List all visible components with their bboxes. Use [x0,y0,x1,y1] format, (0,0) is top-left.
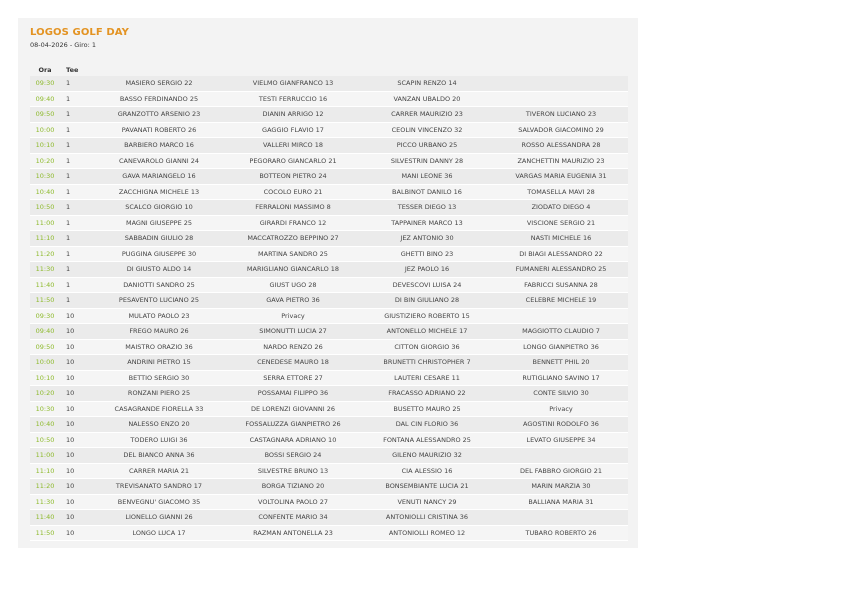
player-1-cell: LIONELLO GIANNI 26 [92,510,226,526]
tee-cell: 10 [60,417,92,433]
player-4-cell: VISCIONE SERGIO 21 [494,215,628,231]
table-row [30,417,628,433]
player-1-cell: GAVA MARIANGELO 16 [92,169,226,185]
player-2-cell: POSSAMAI FILIPPO 36 [226,386,360,402]
player-1-cell: MULATO PAOLO 23 [92,308,226,324]
player-3-cell: CEOLIN VINCENZO 32 [360,122,494,138]
player-1-cell: BENVEGNU' GIACOMO 35 [92,494,226,510]
player-3-cell: VENUTI NANCY 29 [360,494,494,510]
time-cell: 11:40 [30,510,60,526]
player-4-cell: BENNETT PHIL 20 [494,355,628,371]
tee-cell: 1 [60,107,92,123]
player-1-cell: LONGO LUCA 17 [92,525,226,541]
time-cell: 10:40 [30,184,60,200]
player-3-cell: SCAPIN RENZO 14 [360,76,494,91]
player-3-cell: TAPPAINER MARCO 13 [360,215,494,231]
column-header-player-2 [226,64,360,76]
tee-cell: 10 [60,463,92,479]
player-4-cell: NASTI MICHELE 16 [494,231,628,247]
tee-cell: 10 [60,432,92,448]
player-4-cell: TUBARO ROBERTO 26 [494,525,628,541]
table-row [30,324,628,340]
table-row [30,246,628,262]
player-3-cell: PICCO URBANO 25 [360,138,494,154]
player-1-cell: CANEVAROLO GIANNI 24 [92,153,226,169]
tee-cell: 10 [60,308,92,324]
time-cell: 11:20 [30,479,60,495]
tee-cell: 1 [60,293,92,309]
table-row [30,231,628,247]
time-cell: 09:30 [30,76,60,91]
player-2-cell: CONFENTE MARIO 34 [226,510,360,526]
tee-cell: 10 [60,339,92,355]
time-cell: 10:50 [30,200,60,216]
player-3-cell: GILENO MAURIZIO 32 [360,448,494,464]
player-2-cell: FOSSALUZZA GIANPIETRO 26 [226,417,360,433]
tee-cell: 10 [60,525,92,541]
player-3-cell: ANTONIOLLI CRISTINA 36 [360,510,494,526]
player-2-cell: VIELMO GIANFRANCO 13 [226,76,360,91]
player-1-cell: BETTIO SERGIO 30 [92,370,226,386]
page-title: LOGOS GOLF DAY [30,27,130,38]
player-1-cell: SCALCO GIORGIO 10 [92,200,226,216]
tee-times-table [30,64,628,541]
tee-cell: 1 [60,277,92,293]
tee-cell: 1 [60,153,92,169]
tee-cell: 10 [60,324,92,340]
table-row [30,308,628,324]
time-cell: 09:50 [30,339,60,355]
tee-cell: 10 [60,510,92,526]
time-cell: 10:30 [30,169,60,185]
table-row [30,293,628,309]
time-cell: 11:10 [30,231,60,247]
player-2-cell: PEGORARO GIANCARLO 21 [226,153,360,169]
player-3-cell: DI BIN GIULIANO 28 [360,293,494,309]
player-2-cell: GIUST UGO 28 [226,277,360,293]
player-2-cell: TESTI FERRUCCIO 16 [226,91,360,107]
player-3-cell: TESSER DIEGO 13 [360,200,494,216]
player-3-cell: CITTON GIORGIO 36 [360,339,494,355]
player-2-cell: GIRARDI FRANCO 12 [226,215,360,231]
player-1-cell: CASAGRANDE FIORELLA 33 [92,401,226,417]
player-1-cell: TREVISANATO SANDRO 17 [92,479,226,495]
column-header-player-1 [92,64,226,76]
player-4-cell: DEL FABBRO GIORGIO 21 [494,463,628,479]
player-3-cell: CARRER MAURIZIO 23 [360,107,494,123]
player-2-cell: SILVESTRE BRUNO 13 [226,463,360,479]
tee-cell: 10 [60,386,92,402]
player-2-cell: MACCATROZZO BEPPINO 27 [226,231,360,247]
player-4-cell [494,76,628,91]
tee-cell: 1 [60,200,92,216]
table-row [30,432,628,448]
table-row [30,76,628,91]
tee-cell: 1 [60,138,92,154]
player-3-cell: BRUNETTI CHRISTOPHER 7 [360,355,494,371]
time-cell: 11:30 [30,262,60,278]
player-2-cell: MARIGLIANO GIANCARLO 18 [226,262,360,278]
player-3-cell: VANZAN UBALDO 20 [360,91,494,107]
tee-cell: 1 [60,91,92,107]
player-4-cell: TIVERON LUCIANO 23 [494,107,628,123]
table-row [30,370,628,386]
player-4-cell: ROSSO ALESSANDRA 28 [494,138,628,154]
player-1-cell: SABBADIN GIULIO 28 [92,231,226,247]
table-row [30,169,628,185]
player-3-cell: ANTONIOLLI ROMEO 12 [360,525,494,541]
table-row [30,122,628,138]
player-2-cell: Privacy [226,308,360,324]
player-1-cell: PESAVENTO LUCIANO 25 [92,293,226,309]
time-cell: 11:00 [30,448,60,464]
table-row [30,448,628,464]
player-2-cell: FERRALONI MASSIMO 8 [226,200,360,216]
player-4-cell: ZIODATO DIEGO 4 [494,200,628,216]
player-2-cell: SERRA ETTORE 27 [226,370,360,386]
player-1-cell: BARBIERO MARCO 16 [92,138,226,154]
table-row [30,510,628,526]
player-2-cell: DIANIN ARRIGO 12 [226,107,360,123]
table-row [30,215,628,231]
time-cell: 11:40 [30,277,60,293]
table-row [30,138,628,154]
time-cell: 10:10 [30,138,60,154]
tee-cell: 10 [60,448,92,464]
player-3-cell: ANTONELLO MICHELE 17 [360,324,494,340]
player-2-cell: DE LORENZI GIOVANNI 26 [226,401,360,417]
player-4-cell: VARGAS MARIA EUGENIA 31 [494,169,628,185]
player-4-cell: AGOSTINI RODOLFO 36 [494,417,628,433]
time-cell: 10:00 [30,122,60,138]
table-row [30,153,628,169]
tee-cell: 1 [60,215,92,231]
player-1-cell: RONZANI PIERO 25 [92,386,226,402]
tee-cell: 1 [60,76,92,91]
tee-cell: 10 [60,401,92,417]
player-1-cell: DEL BIANCO ANNA 36 [92,448,226,464]
player-3-cell: MANI LEONE 36 [360,169,494,185]
player-2-cell: BOSSI SERGIO 24 [226,448,360,464]
tee-cell: 1 [60,231,92,247]
player-3-cell: BONSEMBIANTE LUCIA 21 [360,479,494,495]
time-cell: 11:00 [30,215,60,231]
table-row [30,463,628,479]
player-4-cell: LONGO GIANPIETRO 36 [494,339,628,355]
player-3-cell: BALBINOT DANILO 16 [360,184,494,200]
time-cell: 09:50 [30,107,60,123]
table-row [30,401,628,417]
player-2-cell: GAVA PIETRO 36 [226,293,360,309]
player-3-cell: GIUSTIZIERO ROBERTO 15 [360,308,494,324]
table-row [30,525,628,541]
player-2-cell: GAGGIO FLAVIO 17 [226,122,360,138]
player-1-cell: NALESSO ENZO 20 [92,417,226,433]
player-4-cell: CONTE SILVIO 30 [494,386,628,402]
player-4-cell [494,510,628,526]
player-2-cell: BOTTEON PIETRO 24 [226,169,360,185]
player-3-cell: GHETTI BINO 23 [360,246,494,262]
time-cell: 10:20 [30,386,60,402]
table-body [30,76,628,541]
player-4-cell: Privacy [494,401,628,417]
column-header-tee: Tee [66,66,79,74]
time-cell: 11:50 [30,293,60,309]
player-1-cell: PAVANATI ROBERTO 26 [92,122,226,138]
page-subtitle: 08-04-2026 - Giro: 1 [30,41,96,49]
time-cell: 09:40 [30,91,60,107]
column-header-ora: Ora [38,66,52,74]
player-4-cell [494,308,628,324]
player-1-cell: BASSO FERDINANDO 25 [92,91,226,107]
player-4-cell: TOMASELLA MAVI 28 [494,184,628,200]
player-3-cell: BUSETTO MAURO 25 [360,401,494,417]
time-cell: 10:10 [30,370,60,386]
player-2-cell: MARTINA SANDRO 25 [226,246,360,262]
player-2-cell: BORGA TIZIANO 20 [226,479,360,495]
player-2-cell: RAZMAN ANTONELLA 23 [226,525,360,541]
player-4-cell: CELEBRE MICHELE 19 [494,293,628,309]
time-cell: 10:20 [30,153,60,169]
tee-cell: 1 [60,122,92,138]
table-header-row [30,64,628,76]
player-4-cell [494,91,628,107]
player-3-cell: DEVESCOVI LUISA 24 [360,277,494,293]
player-4-cell [494,448,628,464]
player-1-cell: ANDRINI PIETRO 15 [92,355,226,371]
player-4-cell: ZANCHETTIN MAURIZIO 23 [494,153,628,169]
player-2-cell: CENEDESE MAURO 18 [226,355,360,371]
time-cell: 10:50 [30,432,60,448]
time-cell: 11:10 [30,463,60,479]
player-3-cell: LAUTERI CESARE 11 [360,370,494,386]
time-cell: 10:30 [30,401,60,417]
tee-cell: 10 [60,479,92,495]
table-row [30,355,628,371]
player-3-cell: JEZ PAOLO 16 [360,262,494,278]
player-4-cell: LEVATO GIUSEPPE 34 [494,432,628,448]
time-cell: 11:30 [30,494,60,510]
player-4-cell: MAGGIOTTO CLAUDIO 7 [494,324,628,340]
player-4-cell: DI BIAGI ALESSANDRO 22 [494,246,628,262]
player-4-cell: MARIN MARZIA 30 [494,479,628,495]
player-1-cell: MASIERO SERGIO 22 [92,76,226,91]
player-2-cell: VALLERI MIRCO 18 [226,138,360,154]
time-cell: 11:50 [30,525,60,541]
time-cell: 11:20 [30,246,60,262]
table-row [30,494,628,510]
table-row [30,262,628,278]
player-3-cell: JEZ ANTONIO 30 [360,231,494,247]
player-2-cell: COCOLO EURO 21 [226,184,360,200]
player-3-cell: FRACASSO ADRIANO 22 [360,386,494,402]
table-row [30,200,628,216]
tee-times-panel [18,18,638,548]
player-2-cell: SIMONUTTI LUCIA 27 [226,324,360,340]
column-header-player-4 [494,64,628,76]
time-cell: 09:40 [30,324,60,340]
player-2-cell: NARDO RENZO 26 [226,339,360,355]
player-3-cell: SILVESTRIN DANNY 28 [360,153,494,169]
player-1-cell: MAGNI GIUSEPPE 25 [92,215,226,231]
table-row [30,107,628,123]
player-1-cell: FREGO MAURO 26 [92,324,226,340]
tee-cell: 1 [60,246,92,262]
player-1-cell: ZACCHIGNA MICHELE 13 [92,184,226,200]
player-1-cell: GRANZOTTO ARSENIO 23 [92,107,226,123]
player-1-cell: TODERO LUIGI 36 [92,432,226,448]
tee-cell: 10 [60,355,92,371]
player-1-cell: PUGGINA GIUSEPPE 30 [92,246,226,262]
player-3-cell: FONTANA ALESSANDRO 25 [360,432,494,448]
table-row [30,184,628,200]
player-1-cell: DANIOTTI SANDRO 25 [92,277,226,293]
tee-cell: 10 [60,494,92,510]
player-4-cell: FABRICCI SUSANNA 28 [494,277,628,293]
player-2-cell: VOLTOLINA PAOLO 27 [226,494,360,510]
table-row [30,386,628,402]
player-1-cell: MAISTRO ORAZIO 36 [92,339,226,355]
player-4-cell: FUMANERI ALESSANDRO 25 [494,262,628,278]
column-header-player-3 [360,64,494,76]
table-row [30,277,628,293]
tee-cell: 1 [60,184,92,200]
time-cell: 10:00 [30,355,60,371]
player-3-cell: DAL CIN FLORIO 36 [360,417,494,433]
tee-cell: 10 [60,370,92,386]
table-row [30,91,628,107]
player-4-cell: RUTIGLIANO SAVINO 17 [494,370,628,386]
table-row [30,339,628,355]
table-row [30,479,628,495]
player-4-cell: SALVADOR GIACOMINO 29 [494,122,628,138]
player-1-cell: DI GIUSTO ALDO 14 [92,262,226,278]
time-cell: 09:30 [30,308,60,324]
player-1-cell: CARRER MARIA 21 [92,463,226,479]
player-2-cell: CASTAGNARA ADRIANO 10 [226,432,360,448]
tee-cell: 1 [60,262,92,278]
player-3-cell: CIA ALESSIO 16 [360,463,494,479]
player-4-cell: BALLIANA MARIA 31 [494,494,628,510]
time-cell: 10:40 [30,417,60,433]
tee-cell: 1 [60,169,92,185]
